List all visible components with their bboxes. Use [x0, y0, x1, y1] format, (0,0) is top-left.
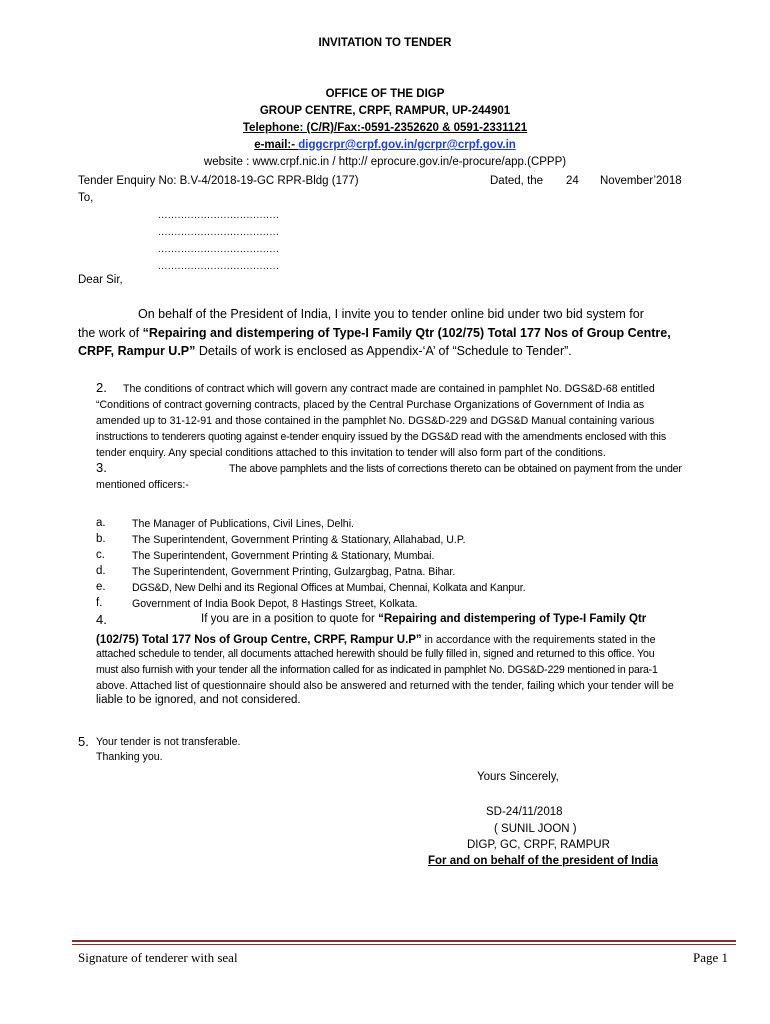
para-4-line: must also furnish with your tender all the information called for as indicated in pamphlet No. DGS&D-229 mentioned in para-1 — [96, 664, 658, 676]
address-line: ..................................... — [158, 227, 280, 238]
signatory-designation: DIGP, GC, CRPF, RAMPUR — [467, 839, 610, 851]
para-4-work-title-end: (102/75) Total 177 Nos of Group Centre, CRPF, Rampur U.P” — [96, 634, 422, 646]
para-2-line: amended up to 31-12-91 and those contained in the pamphlet No. DGS&D-229 and DGS&D Manual containing various — [96, 415, 655, 427]
work-title: “Repairing and distempering of Type-I Family Qtr (102/75) Total 177 Nos of Group Centre, — [142, 326, 671, 340]
para-5-number: 5. — [78, 734, 89, 749]
intro-line-3 — [78, 342, 572, 361]
footer-divider-thin — [72, 944, 736, 945]
document-title: INVITATION TO TENDER — [318, 37, 452, 49]
closing-text: Yours Sincerely, — [477, 771, 559, 783]
office-telephone: Telephone: (C/R)/Fax:-0591-2352620 & 0591-2331121 — [242, 122, 528, 134]
intro-line-1: On behalf of the President of India, I invite you to tender online bid under two bid system for — [138, 307, 644, 321]
dated-label: Dated, the — [490, 175, 544, 187]
salutation: Dear Sir, — [78, 274, 123, 286]
para-2-line: tender enquiry. Any special conditions attached to this invitation to tender will also form part of the conditions. — [96, 447, 606, 459]
para-4-work-title: “Repairing and distempering of Type-I Family Qtr — [378, 613, 647, 625]
para-5-text: Your tender is not transferable. — [96, 736, 241, 748]
para-4-line: above. Attached list of questionnaire should also be answered and returned with the tender, failing which your tender will be — [96, 680, 674, 692]
dated-month-year: November’2018 — [600, 175, 682, 187]
officer-item: The Manager of Publications, Civil Lines, Delhi. — [132, 518, 354, 530]
officer-letter: a. — [96, 517, 106, 529]
para-4-line-2-rest: in accordance with the requirements stated in the — [421, 634, 656, 646]
signed-date: SD-24/11/2018 — [486, 806, 563, 818]
para-3-number: 3. — [96, 460, 107, 475]
dated-day: 24 — [566, 175, 579, 187]
officer-item: The Superintendent, Government Printing & Stationary, Mumbai. — [132, 550, 435, 562]
address-line: ..................................... — [158, 210, 280, 221]
intro-line-2-prefix: the work of — [78, 326, 143, 340]
para-4-number: 4. — [96, 612, 107, 627]
para-2-number: 2. — [96, 380, 107, 395]
officer-letter: c. — [96, 549, 105, 561]
para-3-line: The above pamphlets and the lists of corrections thereto can be obtained on payment from the under — [229, 463, 682, 475]
para-3-line-2: mentioned officers:- — [96, 479, 189, 491]
work-title-end: CRPF, Rampur U.P” — [78, 344, 196, 358]
to-label: To, — [78, 192, 94, 204]
address-line: ..................................... — [158, 261, 280, 272]
para-4-line-1 — [201, 613, 646, 625]
intro-line-3-rest: Details of work is enclosed as Appendix-‘A’ of “Schedule to Tender”. — [195, 344, 572, 358]
officer-letter: b. — [96, 533, 106, 545]
para-2-line: The conditions of contract which will govern any contract made are contained in pamphlet No. DGS&D-68 entitled — [123, 383, 655, 395]
intro-line-2 — [78, 324, 671, 343]
tender-enquiry-number: Tender Enquiry No: B.V-4/2018-19-GC RPR-Bldg (177) — [78, 175, 359, 187]
email-link[interactable]: diggcrpr@crpf.gov.in/gcrpr@crpf.gov.in — [298, 139, 516, 151]
email-label: e-mail:- — [254, 139, 299, 151]
officer-item: The Superintendent, Government Printing, Gulzargbag, Patna. Bihar. — [132, 566, 456, 578]
footer-divider — [72, 940, 736, 942]
para-2-line: “Conditions of contract governing contracts, placed by the Central Purchase Organizations of Government of India as — [96, 399, 645, 411]
office-line-2: GROUP CENTRE, CRPF, RAMPUR, UP-244901 — [259, 105, 511, 117]
address-line: ..................................... — [158, 244, 280, 255]
officer-letter: e. — [96, 581, 106, 593]
office-website[interactable]: website : www.crpf.nic.in / http:// eprocure.gov.in/e-procure/app.(CPPP) — [203, 156, 567, 168]
para-4-line: attached schedule to tender, all documents attached herewith should be fully filled in, signed and returned to this office. You — [96, 648, 655, 660]
signatory-name: ( SUNIL JOON ) — [494, 823, 577, 835]
officer-letter: f. — [96, 597, 103, 609]
officer-item: Government of India Book Depot, 8 Hastings Street, Kolkata. — [132, 598, 418, 610]
office-email — [0, 139, 770, 151]
para-2-line: instructions to tenderers quoting against e-tender enquiry issued by the DGS&D read with the amendments enclosed with this — [96, 431, 666, 443]
officer-item: The Superintendent, Government Printing & Stationary, Allahabad, U.P. — [132, 534, 466, 546]
on-behalf-line: For and on behalf of the president of India — [428, 855, 658, 867]
page-number: Page 1 — [693, 950, 729, 965]
para-4-line: liable to be ignored, and not considered. — [96, 694, 301, 706]
para-4-prefix: If you are in a position to quote for — [201, 613, 379, 625]
thanking-you: Thanking you. — [96, 751, 163, 763]
officer-item: DGS&D, New Delhi and its Regional Offices at Mumbai, Chennai, Kolkata and Kanpur. — [132, 582, 526, 594]
footer-signature-label: Signature of tenderer with seal — [78, 950, 238, 965]
officer-letter: d. — [96, 565, 106, 577]
office-line-1: OFFICE OF THE DIGP — [325, 88, 445, 100]
